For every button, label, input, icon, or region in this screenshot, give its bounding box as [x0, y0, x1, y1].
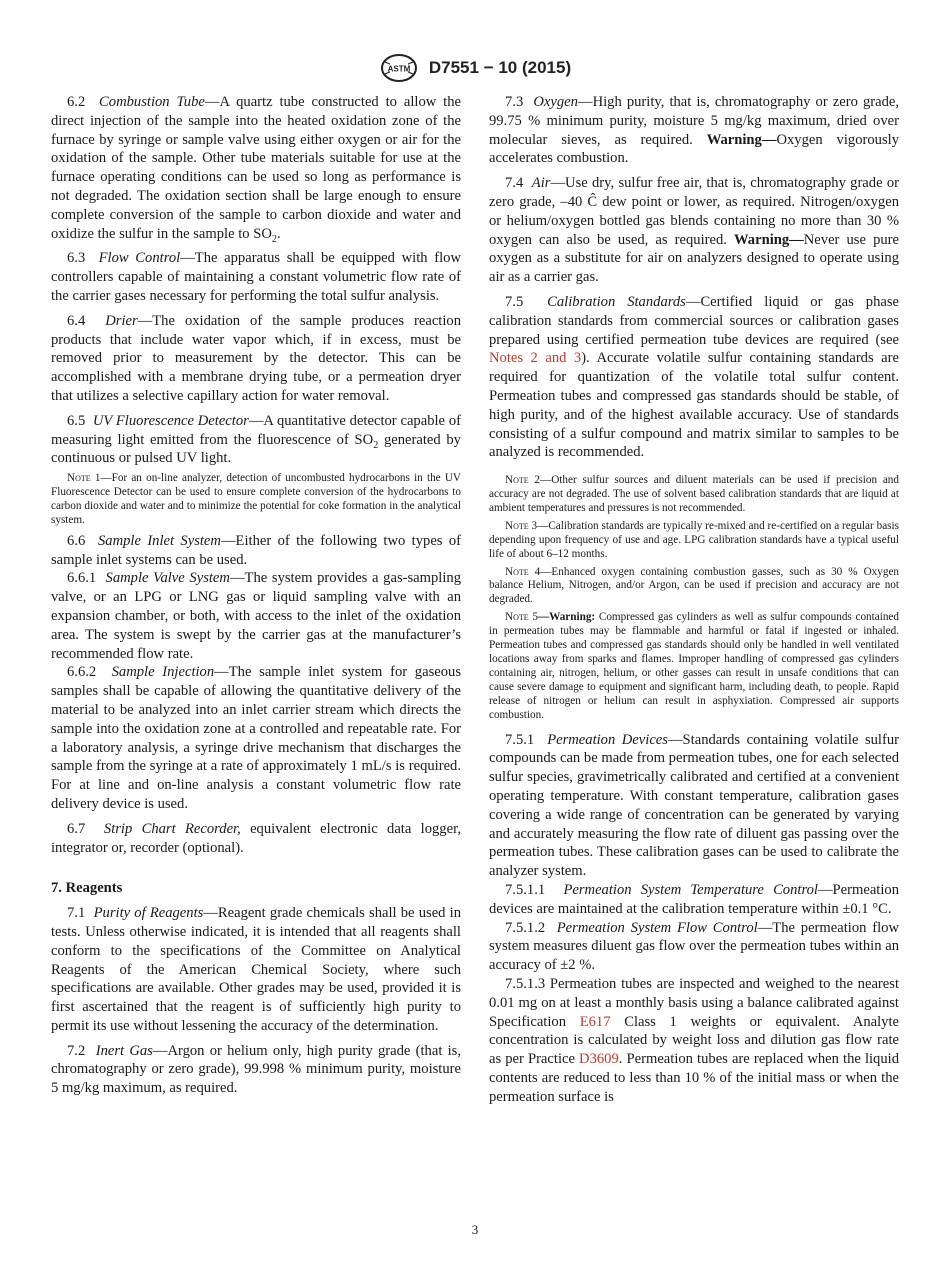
section-7-5-1-2: 7.5.1.2 Permeation System Flow Control—The permeation flow system measures diluent gas flow over the permeation tubes within an accuracy of ±2 %. — [489, 919, 899, 974]
astm-logo-icon — [379, 52, 419, 84]
note-1: Note 1—For an on-line analyzer, detection of uncombusted hydrocarbons in the UV Fluorescence Detector can be used to ensure complete conversion of the hydrocarbons to carbon dioxide and water and to minimize the potential for coke formation in the analytical system. — [51, 472, 461, 526]
note-5: Note 5—Warning: Compressed gas cylinders as well as sulfur compounds contained in permeation tubes may be flammable and harmful or fatal if ingested or inhaled. Permeation tubes and compressed gas standards should only be handled in well ventilated locations away from sparks and flames. Improper handling of compressed gas cylinders containing air, nitrogen, helium, or other gasses can result in unsafe conditions that can cause severe damage to equipment and significant harm, including death, to people. Rapid release of nitrogen or helium can result in asphyxiation. Compressed air supports combustion. — [489, 611, 899, 721]
section-6-7: 6.7 Strip Chart Recorder, equivalent electronic data logger, integrator or, recorder (optional). — [51, 820, 462, 856]
section-7-5-1: 7.5.1 Permeation Devices—Standards containing volatile sulfur compounds can be made from permeation tubes, one for each selected sulfur species, gravimetrically calibrated and certified at a convenient operating temperature. With constant temperature, calibration gases covering a wide range of concentration can be generated by varying and accurately measuring the flow rate of diluent gas passing over the permeation tubes. These calibration gases can be used to calibrate the analyzer system. — [489, 731, 900, 880]
section-7-2: 7.2 Inert Gas—Argon or helium only, high purity grade (that is, chromatography or zero grade), 99.998 % minimum purity, moisture 5 mg/kg maximum, as required. — [51, 1042, 461, 1097]
section-7-3: 7.3 Oxygen—High purity, that is, chromatography or zero grade, 99.75 % minimum purity, moisture 5 mg/kg maximum, dried over molecular sieves, as required. Warning—Oxygen vigorously accelerates combustion. — [489, 94, 900, 167]
logo-text: ASTM — [387, 64, 411, 74]
page-header — [0, 52, 950, 86]
section-6-3: 6.3 Flow Control—The apparatus shall be equipped with flow controllers capable of maintaining a constant volumetric flow rate of the carrier gases necessary for performing the total sulfur analysis. — [51, 250, 462, 304]
section-6-6: 6.6 Sample Inlet System—Either of the following two types of sample inlet systems can be used. — [51, 532, 461, 568]
d3609-link[interactable]: D3609 — [579, 1051, 619, 1068]
section-7-5-1-3: 7.5.1.3 Permeation tubes are inspected and weighed to the nearest 0.01 mg on at least a monthly basis using a balance calibrated against Specification E617 Class 1 weights or equivalent. Analyte concentration is calculated by weight loss and dilution gas flow rate as per Practice D3609. Permeation tubes are replaced when the liquid contents are reduced to less than 10 % of the initial mass or when the permeation surface is — [489, 975, 900, 1105]
e617-link[interactable]: E617 — [579, 1013, 611, 1030]
section-7-4: 7.4 Air—Use dry, sulfur free air, that is, chromatography grade or zero grade, –40 Ĉ dew point or lower, as required. Nitrogen/oxygen or helium/oxygen bottled gas blends containing no more than 30 % oxygen can also be used, as required. Warning—Never use pure oxygen as a substitute for air on analyzers designed to operate using air as a carrier gas. — [489, 175, 899, 286]
section-6-5: 6.5 UV Fluorescence Detector—A quantitative detector capable of measuring light emitted from the fluorescence of $SO_2$ generated by continuous or pulsed UV light. — [51, 412, 461, 467]
left-column — [51, 93, 461, 1104]
section-6-6-1: 6.6.1 Sample Valve System—The system provides a gas-sampling valve, or an LPG or LNG gas or liquid sampling valve with an expansion chamber, or both, with access to the inlet of the oxidation area. The system is swept by the carrier gas at the manufacturer’s recommended flow rate. — [51, 570, 461, 662]
section-7-1: 7.1 Purity of Reagents—Reagent grade chemicals shall be used in tests. Unless otherwise indicated, it is intended that all reagents shall conform to the specifications of the Committee on Analytical Reagents of the American Chemical Society, where such specifications are available. Other grades may be used, provided it is first ascertained that the reagent is of sufficiently high purity to permit its use without lessening the accuracy of the determination. — [51, 905, 462, 1034]
note-2: Note 2—Other sulfur sources and diluent materials can be used if precision and accuracy are not degraded. The use of solvent based calibration standards that are liquid at ambient temperatures and pressures is not recommended. — [489, 474, 899, 514]
note-4: Note 4—Enhanced oxygen containing combustion gasses, such as 30 % Oxygen balance Helium, Nitrogen, and/or Argon, can be used if precision and accuracy are not degraded. — [489, 565, 900, 606]
note-3: Note 3—Calibration standards are typically re-mixed and re-certified on a regular basis depending upon frequency of use and age. LPG calibration standards have a typical useful life of about 6–12 months. — [489, 519, 900, 560]
section-6-2: 6.2 Combustion Tube—A quartz tube constructed to allow the direct injection of the sample into the heated oxidation zone of the furnace by syringe or sample valve using either oxygen or air for the oxidation of the sample. Other tube materials suitable for use at the furnace operating conditions can be used so long as performance is not degraded. The oxidation section shall be large enough to ensure complete conversion of the sample to carbon dioxide and water and oxidize the sulfur in the sample to $SO_2$. — [51, 94, 462, 245]
section-6-6-2: 6.6.2 Sample Injection—The sample inlet system for gaseous samples shall be capable of allowing the quantitative delivery of the material to be analyzed into an inlet carrier stream which directs the sample into the oxidation zone at a controlled and repeatable rate. For a laboratory analysis, a syringe drive mechanism that discharges the sample from the syringe at a rate of approximately 1 mL/s is required. For at line and on-line analysis a constant volumetric flow rate delivery device is used. — [51, 664, 462, 812]
notes-2-3-link[interactable]: Notes 2 and 3 — [489, 350, 582, 367]
section-7-5: 7.5 Calibration Standards—Certified liquid or gas phase calibration standards from commercial sources or calibration gases prepared using certified permeation tube devices are required (see Notes 2 and 3). Accurate volatile sulfur containing standards are required for quantization of the volatile total sulfur content. Permeation tubes and compressed gas standards should be stable, of high purity, and of the highest available accuracy. Use of standards consisting of a sulfur compound and matrix similar to samples to be analyzed is recommended. — [489, 293, 899, 461]
section-7-heading: 7. Reagents — [51, 880, 123, 897]
document-designation: D7551 − 10 (2015) — [428, 58, 572, 77]
section-7-5-1-1: 7.5.1.1 Permeation System Temperature Control—Permeation devices are maintained at the calibration temperature within ±0.1 °C. — [489, 881, 899, 917]
page-number: 3 — [471, 1222, 479, 1237]
right-column — [489, 93, 899, 1112]
section-6-4: 6.4 Drier—The oxidation of the sample produces reaction products that include water vapor which, if in excess, must be removed prior to measurement by the detector. This can be accomplished with a membrane drying tube, or a permeation dryer that utilizes a selective capillary action for water removal. — [51, 312, 461, 404]
